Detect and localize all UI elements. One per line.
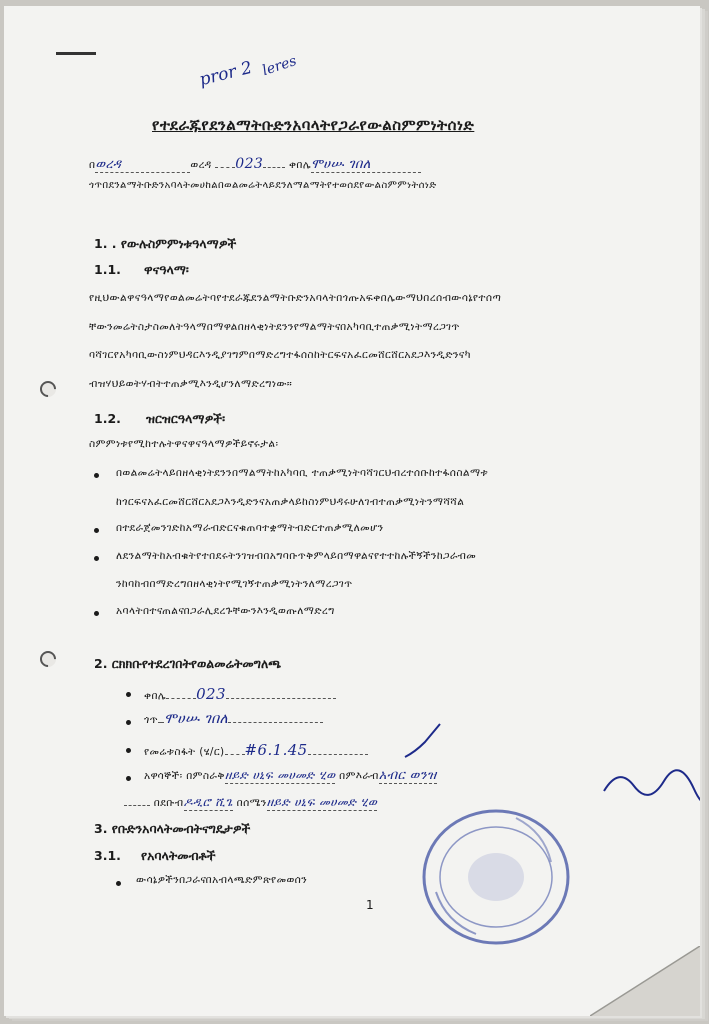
handwritten-note: pror 2 [197, 57, 255, 91]
bullet-2: በተደራጀመንገድከአማራብድርናቁጠባተቋማትብድርተጠቃሚለመሆን [116, 522, 384, 534]
section1-2-intro: ስምምነቱየሚከተሉትዋናዋናዓላማዎችይኖሩታል፡ [89, 438, 279, 450]
bullet-3-cont: ንከባከብበማድረግበዘላቂነትየሚገኝተጠቃሚነትንለማረጋገጥ [116, 578, 353, 590]
paragraph-line-4: ብዝሃህይወትሃብትተጠቃሚእንዲሆንለማድረግነው። [89, 378, 293, 390]
kebele-row: ቀበሌ 023 [144, 685, 336, 703]
bullet-4: አባላትበተናጠልናበጋራሊደረጉቸውንእንዲወጡለማድረግ [116, 605, 335, 617]
paragraph-line-3: ባሻገርየአካባቢውስነምህዳርእንዲያገግምበማድረግተፋሰስከትርፍናአፈርመሸርሸርአደጋእንዲድንናካ [89, 349, 471, 361]
section1-2-number: 1.2. [94, 411, 121, 426]
bullet-dot [116, 881, 121, 886]
page-number: 1 [366, 898, 375, 912]
south-neighbor-handwritten: ዶዲሮ ሺጌ [183, 795, 233, 809]
neighbors-row-1: አዋሳኞች፡ በምስራቅዘይድ ሀኒፍ መሀመድ ሂወ በምእራብአብር ወንዝ [144, 768, 437, 783]
area-handwritten: #6.1.45 [244, 741, 308, 759]
bullet-dot [126, 748, 131, 753]
bullet-1: በወልመሬትላይበዘላቂነትደንንበማልማትከአካባቢ ተጠቃሚነትባሻገርህብረተሰቡከተፋሰስልማቱ [116, 467, 488, 479]
section1-2-title: ዝርዝርዓላማዎች፡ [146, 411, 226, 426]
north-neighbor-handwritten: ዘይድ ሀኒፍ መሀመድ ሂወ [266, 795, 378, 809]
bullet-dot [94, 473, 99, 478]
bullet-dot [126, 692, 131, 697]
wereda-value: 023 [235, 156, 264, 172]
bullet-dot [94, 528, 99, 533]
signature-scribble-icon [400, 722, 460, 762]
header-location-line: በወረዳ ወረዳ 023 ቀበሌሞሀሡ ገበለ [89, 156, 421, 173]
punch-hole [37, 378, 60, 401]
section1-1-number: 1.1. [94, 262, 121, 277]
bullet-dot [126, 776, 131, 781]
document-page [4, 6, 700, 1016]
paragraph-line-1: የዚህውልዋናዓላማየወልመሬትባየተደራጁደንልማትቡድንአባላትበጎጡአፍቀበሌውማህበረሰብውሳኔየተሰጣ [89, 292, 502, 304]
got-handwritten: ሞሀሡ ገበለ [164, 711, 229, 727]
got-row: ጎጥ ሞሀሡ ገበለ [144, 711, 323, 727]
section3-1-number: 3.1. [94, 848, 121, 863]
section2-heading: 2. ርክክቡየተደረገበትየወልመሬትመግለጫ [94, 656, 282, 671]
kebele-handwritten: 023 [196, 685, 226, 703]
neighbors-row-2: በደቡብዶዲሮ ሺጌ በሰሜንዘይድ ሀኒፍ መሀመድ ሂወ [124, 795, 377, 811]
document-title: የተደራጁየደንልማትቡድንአባላትየጋራየውልስምምነትሰነድ [152, 116, 475, 134]
east-neighbor-handwritten: ዘይድ ሀኒፍ መሀመድ ሂወ [224, 768, 336, 782]
section3-bullet-1: ውሳኔዎችንበጋራናበአብላጫድምጽየመወሰን [136, 874, 308, 886]
signature-scribble-icon [599, 761, 700, 801]
section1-1-title: ዋናዓላማ፡ [144, 262, 189, 277]
folded-corner-icon [590, 946, 700, 1016]
section3-1-title: የአባላትመብቶች [141, 848, 216, 863]
bullet-1-cont: ከጎርፍናአፈርመሸርሸርአደጋእንዲድንናአጠቃላይከስነምህዳሩሁለገብተጠቃሚነትንማሻሻል [116, 496, 465, 508]
section3-heading: 3. የቡድንአባላትመብትናግዴታዎች [94, 821, 251, 836]
kebele-value: ሞሀሡ ገበለ [311, 157, 421, 173]
punch-hole [37, 648, 60, 671]
bullet-3: ለደንልማትከአብቁትየተበደሩትንገዝብበአግባቡጥቅምላይበማዋልናየተተከሉችኝችንከጋራብመ [116, 550, 477, 562]
margin-mark [56, 52, 96, 55]
handwritten-note-2: leres [260, 52, 299, 80]
west-neighbor-handwritten: አብር ወንዝ [378, 768, 437, 783]
paragraph-line-2: ቸውንመሬትስታስመለትዓላማበማዋልበዘላቂነትደንንየማልማትናበአካባቢተጠቃሚነትማረጋገጥ [89, 321, 460, 333]
bullet-dot [126, 720, 131, 725]
bullet-dot [94, 556, 99, 561]
bullet-dot [94, 611, 99, 616]
section1-heading: 1. . የውሉስምምነቱዓላማዎች [94, 236, 237, 251]
sub-city-value: ወረዳ [95, 157, 190, 173]
area-row: የመሬቱስፋት (ሄ/ር) #6.1.45 [144, 741, 368, 759]
header-subtitle: ጎጥበደንልማትቡድንአባላትመሀከልበወልመሬትላይደንለማልማትየተወሰደየውልስምምነትሰነድ [89, 180, 437, 191]
official-stamp-icon [416, 802, 576, 952]
